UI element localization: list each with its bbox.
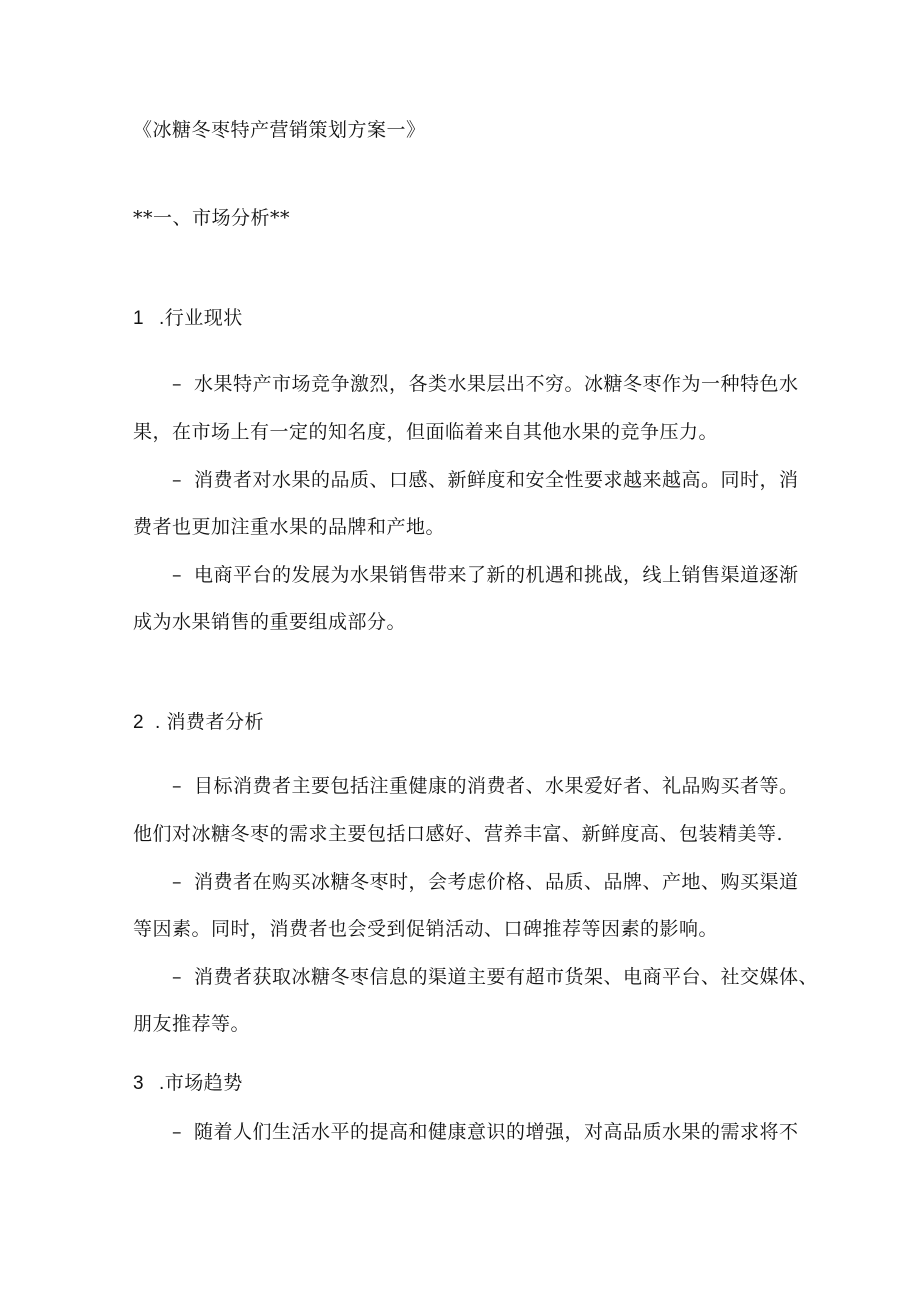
bullet-text: 消费者对水果的品质、口感、新鲜度和安全性要求越来越高。同时，消: [194, 469, 799, 491]
bullet-line: [172, 372, 799, 396]
bullet-text: 随着人们生活水平的提高和健康意识的增强，对高品质水果的需求将不: [194, 1121, 799, 1143]
bullet-line: [172, 468, 799, 492]
bullet-line: [172, 1120, 799, 1144]
bullet-dash: –: [172, 966, 182, 988]
section-heading-market-analysis: **一、市场分析**: [133, 207, 291, 229]
subsection-label: .行业现状: [159, 308, 243, 329]
bullet-text: 目标消费者主要包括注重健康的消费者、水果爱好者、礼品购买者等。: [194, 775, 799, 797]
subsection-heading-market-trend: [133, 1072, 243, 1096]
bullet-continuation: 等因素。同时，消费者也会受到促销活动、口碑推荐等因素的影响。: [133, 918, 719, 940]
bullet-continuation: 他们对冰糖冬枣的需求主要包括口感好、营养丰富、新鲜度高、包装精美等.: [133, 823, 784, 845]
bullet-line: [172, 774, 799, 798]
bullet-dash: –: [172, 564, 182, 586]
bullet-dash: –: [172, 469, 182, 491]
bullet-dash: –: [172, 373, 182, 395]
bullet-line: [172, 870, 799, 894]
bullet-text: 水果特产市场竞争激烈，各类水果层出不穷。冰糖冬枣作为一种特色水: [194, 373, 799, 395]
document-title: 《冰糖冬枣特产营销策划方案一》: [133, 119, 426, 141]
subsection-heading-industry-status: [133, 307, 243, 331]
bullet-line: [172, 965, 818, 989]
bullet-line: [172, 563, 799, 587]
bullet-continuation: 成为水果销售的重要组成部分。: [133, 611, 407, 633]
bullet-continuation: 果，在市场上有一定的知名度，但面临着来自其他水果的竞争压力。: [133, 421, 719, 443]
bullet-continuation: 朋友推荐等。: [133, 1013, 251, 1035]
subsection-heading-consumer-analysis: [133, 711, 264, 735]
subsection-number: 2: [133, 712, 145, 733]
bullet-dash: –: [172, 775, 182, 797]
subsection-number: 3: [133, 1073, 145, 1094]
bullet-dash: –: [172, 1121, 182, 1143]
subsection-label: .市场趋势: [159, 1073, 243, 1094]
bullet-text: 消费者获取冰糖冬枣信息的渠道主要有超市货架、电商平台、社交媒体、: [194, 966, 819, 988]
bullet-text: 消费者在购买冰糖冬枣时，会考虑价格、品质、品牌、产地、购买渠道: [194, 871, 799, 893]
bullet-dash: –: [172, 871, 182, 893]
subsection-number: 1: [133, 308, 145, 329]
subsection-label: . 消费者分析: [155, 712, 265, 733]
bullet-text: 电商平台的发展为水果销售带来了新的机遇和挑战，线上销售渠道逐渐: [194, 564, 799, 586]
bullet-continuation: 费者也更加注重水果的品牌和产地。: [133, 516, 446, 538]
